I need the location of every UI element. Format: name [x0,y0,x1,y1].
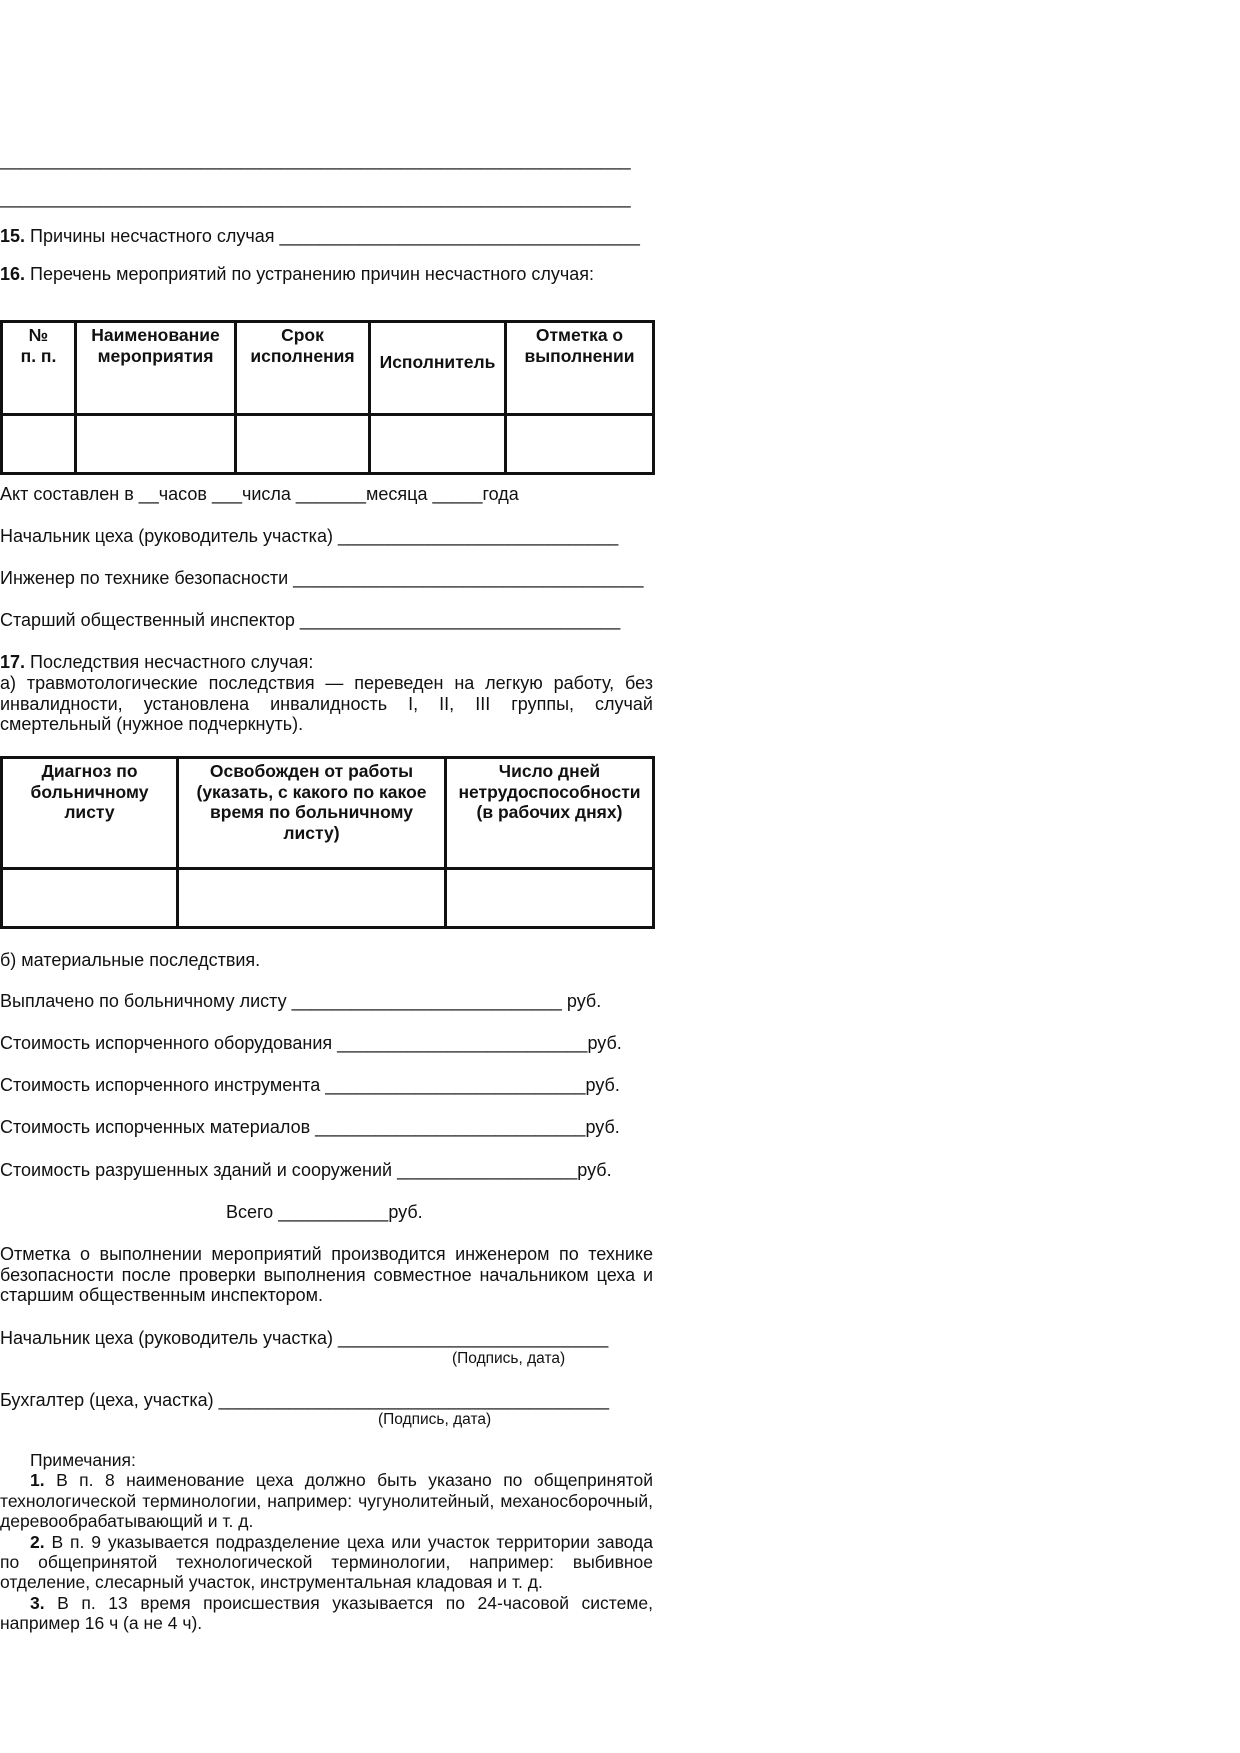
table-row [2,415,654,474]
note-text: В п. 8 наименование цеха должно быть указано по общепринятой технологической терминологии, например: чугунолитейный, механосборочный, деревообрабатывающий и т. д. [0,1470,653,1532]
header-released-from-work: Освобожден от работы (указать, с какого по какое время по больничному листу) [178,758,446,869]
table-cell[interactable] [236,415,370,474]
note-text: В п. 13 время происшествия указывается по 24-часовой системе, например 16 ч (а не 4 ч). [0,1592,653,1634]
consequences-table [0,756,655,929]
measures-table-header [2,322,654,415]
material-buildings: Стоимость разрушенных зданий и сооружений __________________руб. [0,1160,612,1180]
table-cell[interactable] [2,869,178,928]
signature-safety-engineer: Инженер по технике безопасности ___________________________________ [0,568,644,588]
header-executor [370,322,506,415]
item-15-text: Причины несчастного случая ____________________________________ [30,226,640,246]
header-deadline: Срок исполнения [236,322,370,415]
table-cell[interactable] [178,869,446,928]
table-cell[interactable] [370,415,506,474]
signature-caption: (Подпись, дата) [378,1411,492,1428]
header-completion-mark: Отметка о выполнении [506,322,654,415]
table-cell[interactable] [76,415,236,474]
material-tools: Стоимость испорченного инструмента __________________________руб. [0,1075,620,1095]
header-measure-name: Наименование мероприятия [76,322,236,415]
table-cell[interactable] [2,415,76,474]
note-text: В п. 9 указывается подразделение цеха или участок территории завода по общепринятой технологической терминологии, например: выбивное отделение, слесарный участок, инструментальная кладовая и т. д. [0,1531,653,1593]
signature-shop-head: Начальник цеха (руководитель участка) ____________________________ [0,526,619,546]
item-17-a-text: а) травмотологические последствия — переведен на легкую работу, без инвалидности, установлена инвалидность I, II, III группы, случай смертельный (нужное подчеркнуть). [0,673,653,734]
item-15-number: 15. [0,226,26,246]
note-item [0,1532,653,1593]
signature-accountant: Бухгалтер (цеха, участка) _______________________________________ [0,1390,610,1410]
act-date-line: Акт составлен в __часов ___числа _______месяца _____года [0,484,519,504]
material-title: б) материальные последствия. [0,950,261,970]
table-cell[interactable] [506,415,654,474]
signature-caption: (Подпись, дата) [452,1350,566,1367]
table-row [2,869,654,928]
header-executor-text: Исполнитель [379,351,496,372]
signature-public-inspector: Старший общественный инспектор ________________________________ [0,610,621,630]
header-diagnosis: Диагноз по больничному листу [2,758,178,869]
remark-text: Отметка о выполнении мероприятий производится инженером по технике безопасности после проверки выполнения совместное начальником цеха и старшим общественным инспектором. [0,1244,653,1305]
item-16-number: 16. [0,264,26,284]
blank-line-2: _______________________________________________________________ [0,188,631,208]
note-number: 3. [30,1592,45,1613]
material-materials: Стоимость испорченных материалов ___________________________руб. [0,1117,620,1137]
notes-title: Примечания: [30,1450,136,1470]
item-17-title: Последствия несчастного случая: [30,652,314,672]
material-sick-pay: Выплачено по больничному листу ___________________________ руб. [0,991,602,1011]
note-item [0,1470,653,1531]
blank-line-1: _______________________________________________________________ [0,150,631,170]
note-number: 2. [30,1531,45,1552]
table-cell[interactable] [446,869,654,928]
item-16 [0,264,660,284]
item-17 [0,652,660,672]
signature-shop-head-2: Начальник цеха (руководитель участка) ___________________________ [0,1328,609,1348]
note-number: 1. [30,1470,45,1491]
measures-table [0,320,655,475]
material-equipment: Стоимость испорченного оборудования _________________________руб. [0,1033,622,1053]
item-16-text: Перечень мероприятий по устранению причин несчастного случая: [30,264,595,284]
material-total: Всего ___________руб. [226,1202,423,1222]
note-item [0,1593,653,1634]
item-15 [0,226,660,246]
notes-section [0,1450,653,1634]
header-number [2,322,76,415]
header-number-text: № п. п. [20,325,57,366]
header-disability-days: Число дней нетрудоспособности (в рабочих днях) [446,758,654,869]
item-17-number: 17. [0,652,26,672]
consequences-table-header [2,758,654,869]
